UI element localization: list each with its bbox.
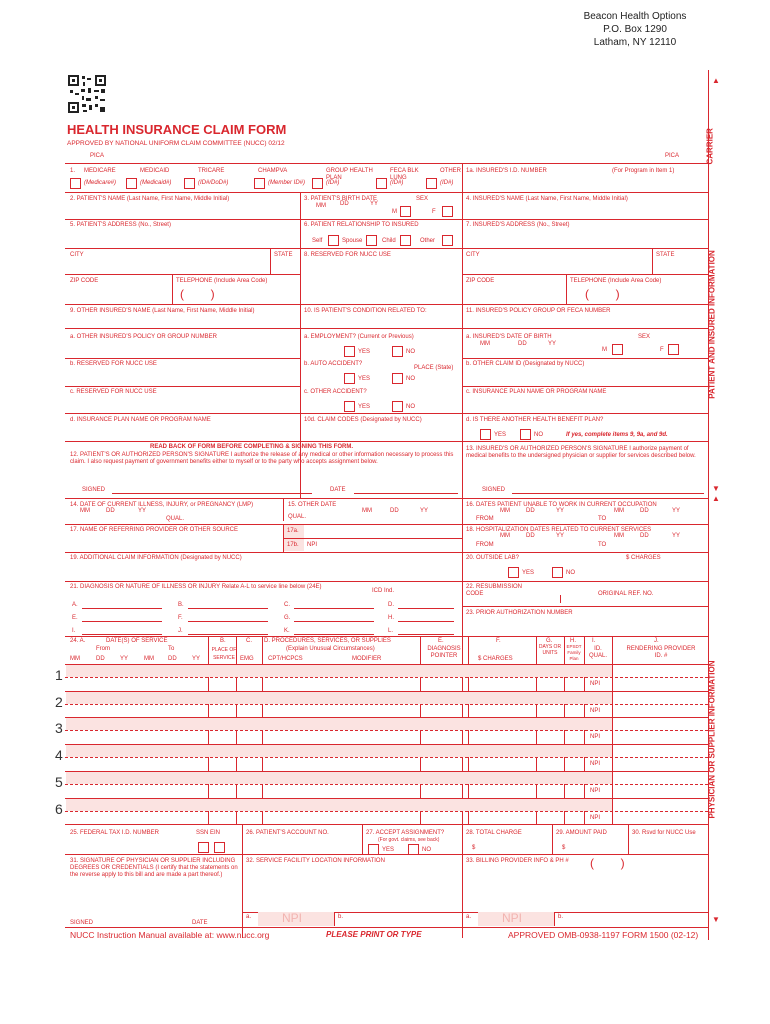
state-label: STATE <box>274 252 293 258</box>
telephone2-paren: ( ) <box>585 287 620 301</box>
f20-yes-checkbox[interactable] <box>508 567 519 578</box>
item1-medicare: MEDICARE <box>84 168 116 174</box>
f11d-no: NO <box>534 432 543 438</box>
f11d-yes: YES <box>494 432 507 438</box>
service-line-number: 6 <box>55 800 63 817</box>
f26-label: 26. PATIENT'S ACCOUNT NO. <box>246 830 329 836</box>
pica-left: PICA <box>90 153 105 159</box>
service-line-row[interactable] <box>66 731 612 743</box>
f16-dd2: DD <box>640 508 649 514</box>
f10b-label: b. AUTO ACCIDENT? <box>304 361 363 367</box>
f10b-no-checkbox[interactable] <box>392 373 403 384</box>
f24f-label: F. <box>496 638 501 644</box>
ein-checkbox[interactable] <box>214 842 225 853</box>
f14-yy: YY <box>138 508 147 514</box>
f1a-note: (For Program in Item 1) <box>612 168 675 174</box>
f15-label: 15. OTHER DATE <box>288 502 337 508</box>
service-line-row[interactable] <box>66 758 612 770</box>
other-checkbox[interactable] <box>426 178 437 189</box>
side-physician: PHYSICIAN OR SUPPLIER INFORMATION <box>707 660 717 819</box>
explain-label: (Explain Unusual Circumstances) <box>286 646 375 652</box>
f11a-f: F <box>660 347 664 353</box>
days-units: DAYS OR UNITS <box>538 644 562 656</box>
f18-dd2: DD <box>640 533 649 539</box>
f31-label: 31. SIGNATURE OF PHYSICIAN OR SUPPLIER INCLUDING DEGREES OR CREDENTIALS (I certify that the statements on the reverse apply to this bill and are made a part thereof.) <box>70 858 238 878</box>
f27-label: 27. ACCEPT ASSIGNMENT? <box>366 830 445 836</box>
f32-b: b. <box>338 914 344 920</box>
city-label: CITY <box>70 252 84 258</box>
carrier-line-2: P.O. Box 1290 <box>603 24 667 35</box>
f15-qual: QUAL. <box>288 514 307 520</box>
f10b-no: NO <box>406 376 415 382</box>
diag-j: J. <box>178 628 183 634</box>
col-dd2: DD <box>168 656 177 662</box>
spouse-label: Spouse <box>342 238 363 244</box>
f20-no: NO <box>566 570 575 576</box>
item1-champva: CHAMPVA <box>258 168 288 174</box>
diag-i: I. <box>72 628 76 634</box>
child-label: Child <box>382 238 396 244</box>
f15-mm: MM <box>362 508 372 514</box>
f33-paren: ( ) <box>590 856 625 870</box>
service-line-supplemental[interactable] <box>66 692 612 704</box>
f18-label: 18. HOSPITALIZATION DATES RELATED TO CURRENT SERVICES <box>466 527 652 533</box>
f16-from: FROM <box>476 516 494 522</box>
f25-label: 25. FEDERAL TAX I.D. NUMBER <box>70 830 159 836</box>
service-line-supplemental[interactable] <box>66 665 612 677</box>
f17b-label: 17b. <box>287 542 299 548</box>
f22-label: 22. RESUBMISSION CODE <box>466 584 523 597</box>
f18-yy: YY <box>556 533 565 539</box>
f3-female-checkbox[interactable] <box>442 206 453 217</box>
f27-yes: YES <box>382 847 395 853</box>
other-rel-checkbox[interactable] <box>442 235 453 246</box>
arrow-icon: ▼ <box>712 915 720 924</box>
f3-mm: MM <box>316 203 326 209</box>
f17-label: 17. NAME OF REFERRING PROVIDER OR OTHER SOURCE <box>70 527 239 533</box>
f33-b: b. <box>558 914 564 920</box>
feca-checkbox[interactable] <box>376 178 387 189</box>
service-line-npi: NPI <box>590 734 601 741</box>
other-sub: (ID#) <box>440 180 454 186</box>
signed-12: SIGNED <box>82 487 106 493</box>
f32-label: 32. SERVICE FACILITY LOCATION INFORMATION <box>246 858 385 864</box>
place-state: PLACE (State) <box>414 365 454 371</box>
tricare-sub: (ID#/DoD#) <box>198 180 229 186</box>
col-yy1: YY <box>120 656 129 662</box>
date-31: DATE <box>192 920 208 926</box>
item1-other: OTHER <box>440 168 461 174</box>
f3-sex: SEX <box>416 196 429 202</box>
arrow-icon: ▲ <box>712 76 720 85</box>
diag-h: H. <box>388 615 394 621</box>
service-line-npi: NPI <box>590 707 601 714</box>
f24j-label: J. <box>654 638 659 644</box>
f9-label: 9. OTHER INSURED'S NAME (Last Name, First Name, Middle Initial) <box>70 308 255 314</box>
telephone-label: TELEPHONE (Include Area Code) <box>176 278 268 284</box>
f10c-no-checkbox[interactable] <box>392 401 403 412</box>
f9b-label: b. RESERVED FOR NUCC USE <box>70 361 157 367</box>
f11a-m: M <box>602 347 607 353</box>
tricare-checkbox[interactable] <box>184 178 195 189</box>
f33-a: a. <box>466 914 472 920</box>
service-line-supplemental[interactable] <box>66 799 612 811</box>
read-back: READ BACK OF FORM BEFORE COMPLETING & SIGNING THIS FORM. <box>150 444 353 450</box>
f3-f: F <box>432 209 436 215</box>
side-carrier: CARRIER <box>705 128 715 165</box>
arrow-icon: ▼ <box>712 484 720 493</box>
f24h-label: H. <box>570 638 576 644</box>
f3-label: 3. PATIENT'S BIRTH DATE <box>304 196 378 202</box>
item1-group: GROUP HEALTH PLAN <box>326 168 373 181</box>
dates-service: DATE(S) OF SERVICE <box>106 638 168 644</box>
f11a-label: a. INSURED'S DATE OF BIRTH <box>466 334 552 340</box>
f3-dd: DD <box>340 201 349 207</box>
f7-label: 7. INSURED'S ADDRESS (No., Street) <box>466 222 570 228</box>
f33-label: 33. BILLING PROVIDER INFO & PH # <box>466 858 569 864</box>
service-line-number: 3 <box>55 720 63 737</box>
f9a-label: a. OTHER INSURED'S POLICY OR GROUP NUMBER <box>70 334 217 340</box>
f11a-sex: SEX <box>638 334 651 340</box>
cpt-label: CPT/HCPCS <box>268 656 303 662</box>
service-line-supplemental[interactable] <box>66 745 612 757</box>
diag-e: E. <box>72 615 78 621</box>
f11d-note: If yes, complete items 9, 9a, and 9d. <box>566 432 668 438</box>
date-12: DATE <box>330 487 346 493</box>
f27-no: NO <box>422 847 431 853</box>
carrier-address <box>560 10 710 49</box>
diag-g: G. <box>284 615 291 621</box>
champva-checkbox[interactable] <box>254 178 265 189</box>
telephone2-label: TELEPHONE (Include Area Code) <box>570 278 662 284</box>
service-line-row[interactable] <box>66 678 612 690</box>
f8-label: 8. RESERVED FOR NUCC USE <box>304 252 391 258</box>
f20-charges: $ CHARGES <box>626 555 661 561</box>
f10-label: 10. IS PATIENT'S CONDITION RELATED TO: <box>304 308 427 314</box>
place-of-service: PLACE OF SERVICE <box>211 647 237 661</box>
state2-label: STATE <box>656 252 675 258</box>
f18-dd: DD <box>526 533 535 539</box>
carrier-line-3: Latham, NY 12110 <box>593 37 677 48</box>
f18-from: FROM <box>476 542 494 548</box>
f10c-no: NO <box>406 404 415 410</box>
footer-print: PLEASE PRINT OR TYPE <box>326 930 422 939</box>
epsdt: EPSDT Family Plan <box>566 644 582 661</box>
orig-ref: ORIGINAL REF. NO. <box>598 591 654 597</box>
service-line-number: 2 <box>55 693 63 710</box>
diag-k: K. <box>284 628 290 634</box>
rendering-label: RENDERING PROVIDER ID. # <box>626 646 696 659</box>
f20-label: 20. OUTSIDE LAB? <box>466 555 520 561</box>
service-line-npi: NPI <box>590 787 601 794</box>
id-qual: ID. QUAL. <box>588 646 607 659</box>
other-rel-label: Other <box>420 238 436 244</box>
f27-note: (For govt. claims, see back) <box>378 837 440 843</box>
f32-npi-watermark: NPI <box>282 911 303 925</box>
col-dd1: DD <box>96 656 105 662</box>
f24b-label: B. <box>220 638 226 644</box>
f14-dd: DD <box>106 508 115 514</box>
f10a-label: a. EMPLOYMENT? (Current or Previous) <box>304 334 414 340</box>
f18-yy2: YY <box>672 533 681 539</box>
f10a-yes-checkbox[interactable] <box>344 346 355 357</box>
signed-31: SIGNED <box>70 920 94 926</box>
f9c-label: c. RESERVED FOR NUCC USE <box>70 389 157 395</box>
f10c-yes-checkbox[interactable] <box>344 401 355 412</box>
f15-dd: DD <box>390 508 399 514</box>
service-line-supplemental[interactable] <box>66 718 612 730</box>
zip2-label: ZIP CODE <box>466 278 495 284</box>
f15-yy: YY <box>420 508 429 514</box>
f24g-label: G. <box>546 638 553 644</box>
f24a-label: 24. A. <box>70 638 86 644</box>
col-mm1: MM <box>70 656 80 662</box>
f3-male-checkbox[interactable] <box>400 206 411 217</box>
f9d-label: d. INSURANCE PLAN NAME OR PROGRAM NAME <box>70 417 211 423</box>
f11-label: 11. INSURED'S POLICY GROUP OR FECA NUMBER <box>466 308 611 314</box>
item1-label: 1. <box>70 168 76 174</box>
f14-label: 14. DATE OF CURRENT ILLNESS, INJURY, or PREGNANCY (LMP) <box>70 502 254 508</box>
ssn-ein: SSN EIN <box>196 830 221 836</box>
f20-yes: YES <box>522 570 535 576</box>
f18-to: TO <box>598 542 607 548</box>
service-line-number: 5 <box>55 773 63 790</box>
f4-label: 4. INSURED'S NAME (Last Name, First Name, Middle Initial) <box>466 196 628 202</box>
f10a-yes: YES <box>358 349 371 355</box>
item1-tricare: TRICARE <box>198 168 225 174</box>
child-checkbox[interactable] <box>400 235 411 246</box>
self-label: Self <box>312 238 323 244</box>
medicare-sub: (Medicare#) <box>84 180 117 186</box>
f16-mm2: MM <box>614 508 624 514</box>
service-line-row[interactable] <box>66 785 612 797</box>
medicare-checkbox[interactable] <box>70 178 81 189</box>
f24i-label: I. <box>592 638 596 644</box>
service-line-row[interactable] <box>66 812 612 824</box>
f28-label: 28. TOTAL CHARGE <box>466 830 522 836</box>
f21-label: 21. DIAGNOSIS OR NATURE OF ILLNESS OR INJURY Relate A-L to service line below (24E) <box>70 584 322 590</box>
diag-a: A. <box>72 602 78 608</box>
f16-mm: MM <box>500 508 510 514</box>
f2-label: 2. PATIENT'S NAME (Last Name, First Name, Middle Initial) <box>70 196 230 202</box>
f16-yy2: YY <box>672 508 681 514</box>
f16-label: 16. DATES PATIENT UNABLE TO WORK IN CURRENT OCCUPATION <box>466 502 657 508</box>
f11a-mm: MM <box>480 341 490 347</box>
medicaid-sub: (Medicaid#) <box>140 180 172 186</box>
medicaid-checkbox[interactable] <box>126 178 137 189</box>
f11b-label: b. OTHER CLAIM ID (Designated by NUCC) <box>466 361 585 367</box>
f11a-female-checkbox[interactable] <box>668 344 679 355</box>
qr-code-icon <box>67 74 107 114</box>
f19-label: 19. ADDITIONAL CLAIM INFORMATION (Designated by NUCC) <box>70 555 242 561</box>
f33-npi-watermark: NPI <box>502 911 523 925</box>
pica-right: PICA <box>665 153 680 159</box>
group-checkbox[interactable] <box>312 178 323 189</box>
icd-label: ICD Ind. <box>372 588 395 594</box>
f11c-label: c. INSURANCE PLAN NAME OR PROGRAM NAME <box>466 389 607 395</box>
f11d-yes-checkbox[interactable] <box>480 429 491 440</box>
col-mm2: MM <box>144 656 154 662</box>
ssn-checkbox[interactable] <box>198 842 209 853</box>
emg-label: EMG <box>240 656 254 662</box>
f11d-no-checkbox[interactable] <box>520 429 531 440</box>
footer-manual: NUCC Instruction Manual available at: www.nucc.org <box>70 930 270 940</box>
city2-label: CITY <box>466 252 480 258</box>
to-col: To <box>168 646 175 652</box>
f11a-yy: YY <box>548 341 557 347</box>
f24c-label: C. <box>246 638 252 644</box>
side-patient: PATIENT AND INSURED INFORMATION <box>707 250 717 399</box>
f24f-charges: $ CHARGES <box>478 656 513 662</box>
item1-feca: FECA BLK LUNG <box>390 168 419 181</box>
service-line-supplemental[interactable] <box>66 772 612 784</box>
f14-qual: QUAL. <box>166 516 185 522</box>
telephone-paren: ( ) <box>180 287 215 301</box>
approved-by: APPROVED BY NATIONAL UNIFORM CLAIM COMMITTEE (NUCC) 02/12 <box>67 140 285 147</box>
diag-l: L. <box>388 628 394 634</box>
service-line-number: 4 <box>55 747 63 764</box>
signed-13: SIGNED <box>482 487 506 493</box>
f3-m: M <box>392 209 397 215</box>
diag-f: F. <box>178 615 183 621</box>
f3-yy: YY <box>370 201 379 207</box>
diag-pointer: DIAGNOSIS POINTER <box>427 646 461 659</box>
f29-label: 29. AMOUNT PAID <box>556 830 607 836</box>
spouse-checkbox[interactable] <box>366 235 377 246</box>
arrow-icon: ▲ <box>712 494 720 503</box>
f29-dollar: $ <box>562 845 566 851</box>
service-line-npi: NPI <box>590 814 601 821</box>
f6-label: 6. PATIENT RELATIONSHIP TO INSURED <box>304 222 419 228</box>
diag-d: D. <box>388 602 394 608</box>
form-title: HEALTH INSURANCE CLAIM FORM <box>67 122 287 137</box>
feca-sub: (ID#) <box>390 180 404 186</box>
f23-label: 23. PRIOR AUTHORIZATION NUMBER <box>466 610 573 616</box>
f28-dollar: $ <box>472 845 476 851</box>
service-line-npi: NPI <box>590 761 601 768</box>
f16-dd: DD <box>526 508 535 514</box>
f11a-dd: DD <box>518 341 527 347</box>
diag-c: C. <box>284 602 290 608</box>
zip-label: ZIP CODE <box>70 278 99 284</box>
service-line-row[interactable] <box>66 705 612 717</box>
f20-no-checkbox[interactable] <box>552 567 563 578</box>
f13-label: 13. INSURED'S OR AUTHORIZED PERSON'S SIGNATURE I authorize payment of medical benefits to the undersigned physician or supplier for services described below. <box>466 446 696 459</box>
f24d-label: D. PROCEDURES, SERVICES, OR SUPPLIES <box>264 638 391 644</box>
from-col: From <box>96 646 110 652</box>
f1a-label: 1a. INSURED'S I.D. NUMBER <box>466 168 547 174</box>
modifier-label: MODIFIER <box>352 656 382 662</box>
f17a-label: 17a. <box>287 528 299 534</box>
f11a-male-checkbox[interactable] <box>612 344 623 355</box>
f5-label: 5. PATIENT'S ADDRESS (No., Street) <box>70 222 171 228</box>
f11d-label: d. IS THERE ANOTHER HEALTH BENEFIT PLAN? <box>466 417 604 423</box>
f12-label: 12. PATIENT'S OR AUTHORIZED PERSON'S SIGNATURE I authorize the release of any medical or other information necessary to process this claim. I also request payment of government benefits either to myself or to the party who accepts assignment below. <box>70 452 454 465</box>
diag-b: B. <box>178 602 184 608</box>
self-checkbox[interactable] <box>328 235 339 246</box>
f10a-no-checkbox[interactable] <box>392 346 403 357</box>
f16-to: TO <box>598 516 607 522</box>
f18-mm: MM <box>500 533 510 539</box>
champva-sub: (Member ID#) <box>268 180 306 186</box>
service-line-npi: NPI <box>590 681 601 687</box>
f14-mm: MM <box>80 508 90 514</box>
f10b-yes-checkbox[interactable] <box>344 373 355 384</box>
f10c-label: c. OTHER ACCIDENT? <box>304 389 367 395</box>
carrier-line-1: Beacon Health Options <box>583 11 687 22</box>
f10d-label: 10d. CLAIM CODES (Designated by NUCC) <box>304 417 422 423</box>
f16-yy: YY <box>556 508 565 514</box>
f17b-npi: NPI <box>307 542 318 548</box>
service-line-number: 1 <box>55 667 63 683</box>
f10b-yes: YES <box>358 376 371 382</box>
item1-medicaid: MEDICAID <box>140 168 170 174</box>
f10c-yes: YES <box>358 404 371 410</box>
f24e-label: E. <box>438 638 444 644</box>
footer-approved: APPROVED OMB-0938-1197 FORM 1500 (02-12) <box>508 930 699 940</box>
f30-label: 30. Rsvd for NUCC Use <box>632 830 696 836</box>
f10a-no: NO <box>406 349 415 355</box>
col-yy2: YY <box>192 656 201 662</box>
f18-mm2: MM <box>614 533 624 539</box>
f32-a: a. <box>246 914 252 920</box>
group-sub: (ID#) <box>326 180 340 186</box>
